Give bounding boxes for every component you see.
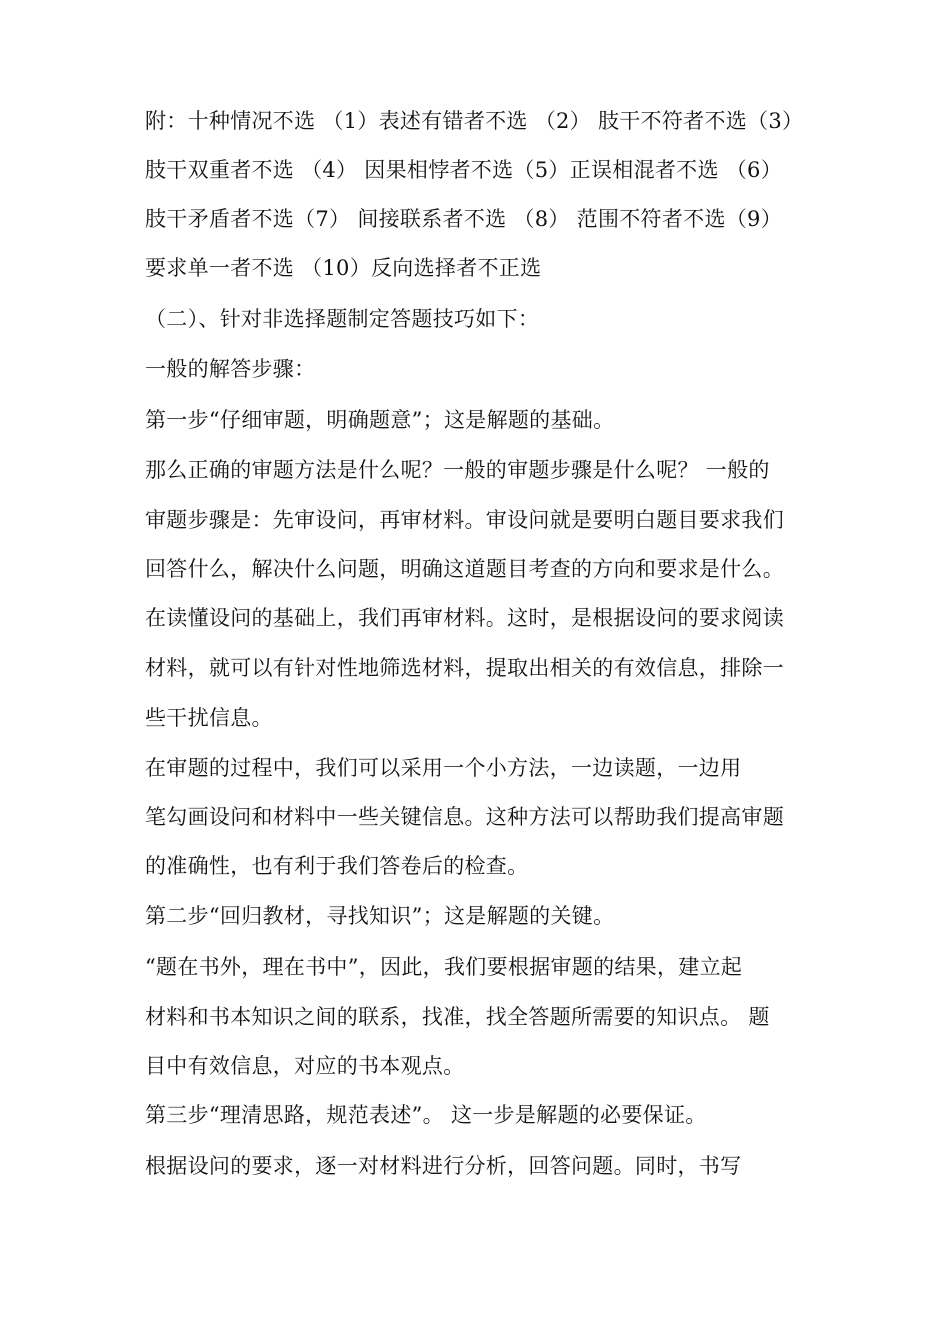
paragraph-line: “题在书外，理在书中”，因此，我们要根据审题的结果，建立起 <box>145 955 743 979</box>
paragraph-line: 那么正确的审题方法是什么呢？一般的审题步骤是什么呢？ 一般的 <box>145 458 770 482</box>
paragraph-line: 审题步骤是：先审设问，再审材料。审设问就是要明白题目要求我们 <box>145 508 784 532</box>
paragraph-line: 些干扰信息。 <box>145 706 273 730</box>
note-line-3: 肢干矛盾者不选（7） 间接联系者不选 （8） 范围不符者不选（9） <box>145 207 783 231</box>
paragraph-line: 材料，就可以有针对性地筛选材料，提取出相关的有效信息，排除一 <box>145 656 784 680</box>
paragraph-line: 回答什么，解决什么问题，明确这道题目考查的方向和要求是什么。 <box>145 557 784 581</box>
section-heading: （二）、针对非选择题制定答题技巧如下： <box>145 307 540 331</box>
note-line-2: 肢干双重者不选 （4） 因果相悖者不选（5）正误相混者不选 （6） <box>145 158 783 182</box>
paragraph-line: 在读懂设问的基础上，我们再审材料。这时，是根据设问的要求阅读 <box>145 606 784 630</box>
step-one-heading: 第一步“仔细审题，明确题意”；这是解题的基础。 <box>145 408 615 432</box>
paragraph-line: 的准确性，也有利于我们答卷后的检查。 <box>145 854 529 878</box>
paragraph-line: 笔勾画设问和材料中一些关键信息。这种方法可以帮助我们提高审题 <box>145 805 784 829</box>
paragraph-line: 目中有效信息，对应的书本观点。 <box>145 1054 465 1078</box>
note-line-4: 要求单一者不选 （10）反向选择者不正选 <box>145 256 542 280</box>
note-line-1: 附：十种情况不选 （1）表述有错者不选 （2） 肢干不符者不选（3） <box>145 109 804 133</box>
paragraph-line: 根据设问的要求，逐一对材料进行分析，回答问题。同时，书写 <box>145 1154 742 1178</box>
paragraph-line: 材料和书本知识之间的联系，找准，找全答题所需要的知识点。 题 <box>145 1005 770 1029</box>
paragraph-line: 在审题的过程中，我们可以采用一个小方法，一边读题，一边用 <box>145 756 742 780</box>
steps-intro: 一般的解答步骤： <box>145 357 316 381</box>
step-two-heading: 第二步“回归教材，寻找知识”；这是解题的关键。 <box>145 904 615 928</box>
step-three-heading: 第三步“理清思路，规范表述”。 这一步是解题的必要保证。 <box>145 1103 707 1127</box>
